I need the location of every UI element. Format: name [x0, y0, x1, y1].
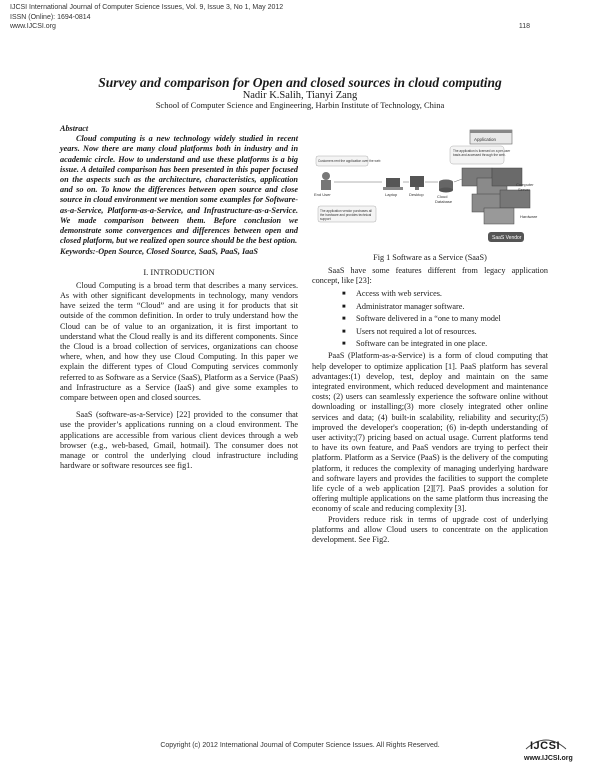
abstract-text: Cloud computing is a new technology widely studied in recent years. Now there are many cloud platforms both in industry and in academic circle. How to understand and use these platforms is a big issue. A detailed comparison has been presented in this paper focused on the aspects such as the architecture, characteristics, application and so on. To know the differences between open source and close source in cloud environment we mention some examples for Software-as-a-Service, Platform-as-a-Service, and Infrastructure-as-a-Service. We made comparison between them. Before conclusion we demonstrate some convergences and differences between open and closed platform, but we realized open source should be the best option. — [60, 134, 298, 246]
desktop-icon — [410, 176, 424, 187]
list-item: ■ Access with web services. — [342, 289, 548, 299]
list-item: ■ Administrator manager software. — [342, 302, 548, 312]
svg-text:basis and accessed through the: basis and accessed through the web. — [453, 153, 506, 157]
copyright-footer: Copyright (c) 2012 International Journal of Computer Science Issues. All Rights Reserved. — [160, 742, 440, 749]
list-item: ■ Software delivered in a “one to many model — [342, 314, 548, 324]
saas-features-list — [342, 289, 548, 349]
logo-url: www.IJCSI.org — [524, 755, 573, 762]
svg-text:Database: Database — [435, 199, 453, 204]
laptop-icon — [386, 178, 400, 187]
providers-paragraph: Providers reduce risk in terms of upgrade cost of underlying platforms and allow Cloud users to concentrate on the application development. See Fig2. — [312, 514, 548, 545]
right-column — [312, 266, 548, 545]
left-column — [60, 124, 298, 472]
logo-text: IJCSI — [530, 740, 561, 752]
ijcsi-logo — [522, 735, 573, 767]
computer-server-label: Computer — [516, 182, 534, 187]
figure-caption: Fig 1 Software as a Service (SaaS) — [373, 253, 487, 262]
application-label: Application — [474, 137, 497, 142]
page-number: 118 — [518, 23, 530, 30]
svg-text:support: support — [320, 217, 331, 221]
journal-name: IJCSI International Journal of Computer Science Issues, Vol. 9, Issue 3, No 1, May 2012 — [10, 4, 284, 11]
journal-header — [10, 3, 283, 32]
intro-paragraph-1: Cloud Computing is a broad term that describes a many services. As with other significant developments in technology, many vendors have seized the term “Cloud” and are using it for products that sit outside of the common definition. In order to truly understand how the Cloud can be of value to an organization, it is first important to understand what the Cloud really is and its different components. Since the Cloud is a broad collection of services, organizations can choose where, when, and how they use Cloud Computing. In this paper we explain the different types of Cloud Computing services commonly referred to as Software as a Service (SaaS), Platform as a Service (PaaS) and Infrastructure as a Service (IaaS) and give some examples to compare between open and closed sources. — [60, 280, 298, 403]
keywords: Keywords:-Open Source, Closed Source, SaaS, PaaS, IaaS — [60, 247, 258, 257]
saas-features-intro: SaaS have some features different from legacy application concept, like [23]: — [312, 266, 548, 286]
list-item: ■ Software can be integrated in one place. — [342, 339, 548, 349]
svg-text:Laptop: Laptop — [385, 192, 398, 197]
svg-text:Cloud: Cloud — [437, 194, 448, 199]
vendor-note: The application vendor purchases all — [320, 209, 372, 213]
paas-paragraph: PaaS (Platform-as-a-Service) is a form of cloud computing that help developer to optimize application [1]. PaaS platform has several advantages:(1) develop, test, deploy and maintain on the same integrated environment, which reduced development and maintenance costs; (2) users can seamlessly experience the software online without downloading or installing;(3) more closely integrated other online services and data; (4) built-in scalability, reliability and security;(5) improved the developer's cooperation; (6) in-depth understanding of user activity;(7) pricing based on actual usage. Current platforms tend to have its own feature, and PaaS vendors are trying to perfect their platform. Platform as a Service (PaaS) is the delivery of the computing platform, it reduces the complexity of managing underlying hardware and software layers and provides the facilities to support the complete life cycle of a web application [2][7]. PaaS provides a solution for offering multiple applications on the same platform thus increasing the economy of scale and reducing complexity [3]. — [312, 351, 548, 514]
app-note: The application is licensed on a per-user — [453, 149, 511, 153]
saas-vendor-label: SaaS Vendor — [492, 235, 522, 241]
svg-text:Desktop: Desktop — [409, 192, 424, 197]
customer-note: Customers rent the application over the web — [318, 159, 381, 163]
section-heading-introduction: I. INTRODUCTION — [143, 266, 215, 277]
abstract — [60, 124, 298, 246]
hardware-label: Hardware — [520, 214, 538, 219]
paper-affiliation: School of Computer Science and Engineering, Harbin Institute of Technology, China — [155, 100, 445, 110]
svg-text:the hardware and provides tech: the hardware and provides technical — [320, 213, 372, 217]
paper-title: Survey and comparison for Open and closed sources in cloud computing — [98, 75, 502, 90]
paper-authors: Nadir K.Salih, Tianyi Zang — [242, 90, 358, 101]
abstract-label: Abstract — [60, 124, 89, 133]
journal-website: www.IJCSI.org — [10, 23, 56, 30]
end-user-label: End User — [314, 192, 331, 197]
list-item: ■ Users not required a lot of resources. — [342, 327, 548, 337]
saas-figure — [312, 124, 548, 254]
intro-paragraph-2: SaaS (software-as-a-Service) [22] provided to the consumer that use the provider’s applications running on a cloud environment. The applications are accessible from various client devices through a web browser (e.g., web-based, Gmail, hotmail). The consumer does not manage or control the underlying cloud infrastructure including hardware or software resources see fig1. — [60, 410, 298, 471]
svg-text:Server: Server — [518, 187, 530, 192]
issn: ISSN (Online): 1694-0814 — [10, 13, 91, 21]
